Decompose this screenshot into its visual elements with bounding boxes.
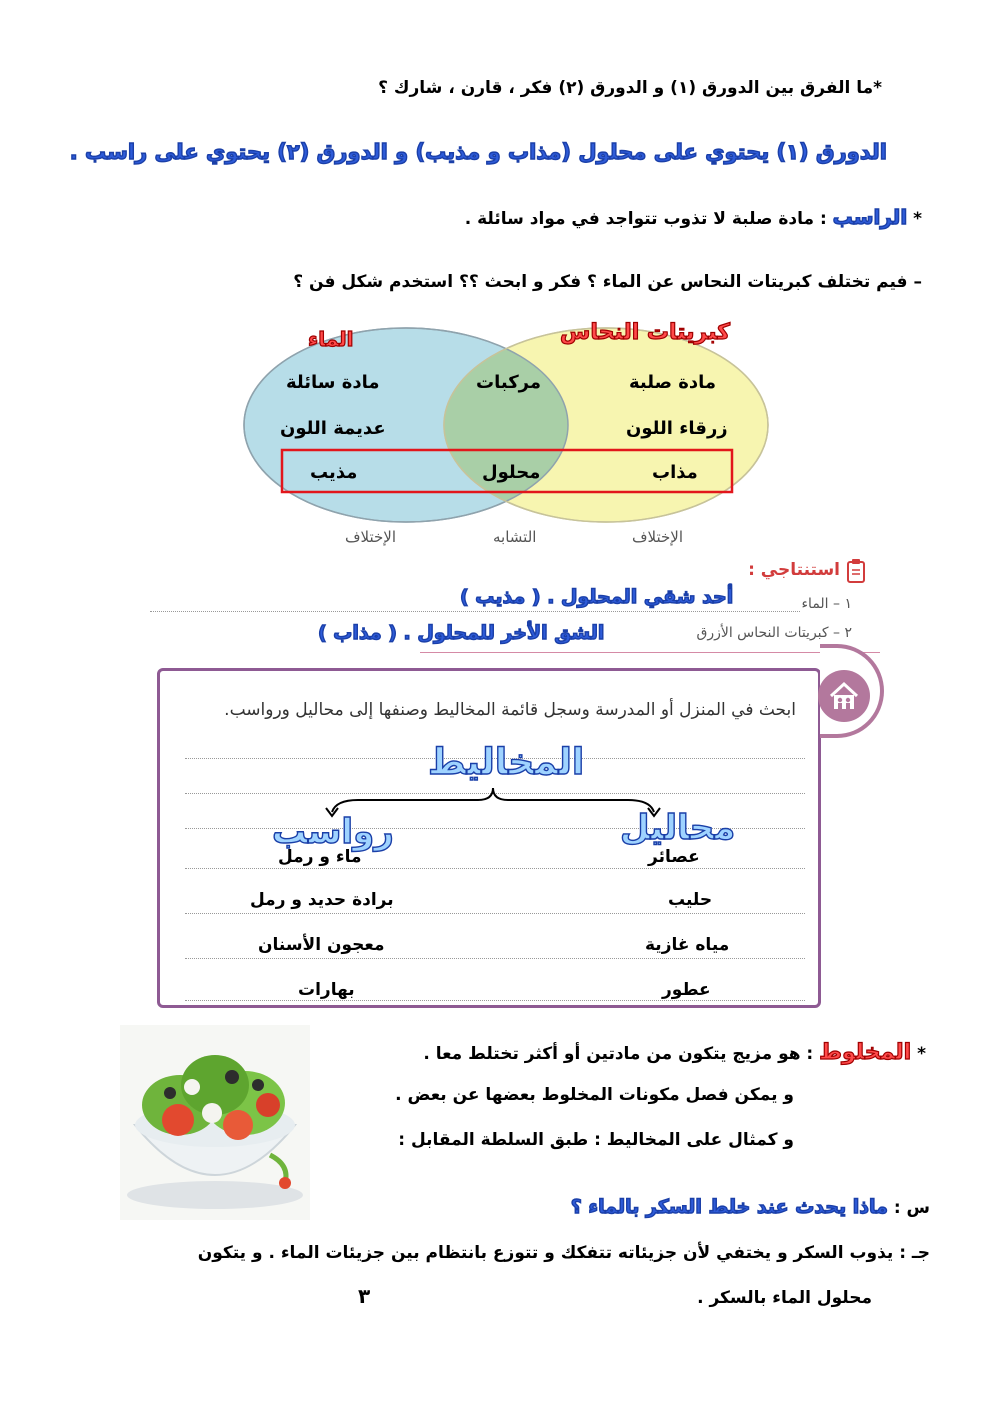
mixture-definition [423, 1040, 926, 1065]
clipboard-icon [846, 558, 868, 584]
page-number: ٣ [358, 1284, 371, 1308]
home-icon [818, 670, 870, 722]
venn-left-item-3: مذيب [310, 462, 358, 483]
salad-image [120, 1025, 310, 1220]
venn-footer-middle: التشابه [493, 528, 537, 546]
answer-prefix: جـ : [899, 1243, 930, 1263]
solution-item: حليب [668, 890, 713, 910]
venn-right-item-2: زرقاء اللون [626, 418, 728, 439]
solution-item: عصائر [648, 847, 700, 867]
solution-item: عطور [662, 980, 711, 1000]
question-venn: – فيم تختلف كبريتات النحاس عن الماء ؟ فكر و ابحث ؟؟ استخدم شكل فن ؟ [293, 272, 922, 292]
solutions-title: محاليل [620, 808, 736, 848]
precipitate-term: الراسب [832, 205, 908, 229]
bullet: * [917, 1044, 926, 1064]
venn-right-item-1: مادة صلبة [629, 372, 717, 393]
precipitate-item: بهارات [298, 980, 355, 1000]
venn-footer-left: الإختلاف [345, 528, 397, 546]
conclusion-line1-label: ١ – الماء [801, 596, 852, 612]
mixture-line1: : هو مزيج يتكون من مادتين أو أكثر تختلط معا . [423, 1044, 814, 1064]
activity-instruction: ابحث في المنزل أو المدرسة وسجل قائمة المخاليط وصنفها إلى محاليل ورواسب. [224, 700, 796, 720]
venn-footer-right: الإختلاف [632, 528, 684, 546]
sugar-answer-line1: جـ : يذوب السكر و يختفي لأن جزيئاته تتفكك و تتوزع بانتظام بين جزيئات الماء . و يتكون [197, 1243, 930, 1263]
sugar-question [571, 1196, 930, 1218]
conclusion-title: استنتاجي : [748, 560, 840, 580]
precipitate-text: : مادة صلبة لا تذوب تتواجد في مواد سائلة . [464, 209, 827, 229]
venn-left-title: الماء [308, 327, 354, 351]
precipitate-definition [465, 205, 922, 229]
conclusion-divider [420, 652, 880, 653]
solution-item: مياه غازية [645, 935, 730, 955]
mixture-line2: و يمكن فصل مكونات المخلوط بعضها عن بعض . [395, 1085, 794, 1105]
precipitate-item: ماء و رمل [278, 847, 362, 867]
home-badge [818, 670, 870, 722]
mixtures-heading: المخاليط [428, 742, 585, 783]
venn-right-title: كبريتات النحاس [560, 320, 730, 345]
precipitate-item: معجون الأسنان [258, 935, 385, 955]
venn-left-item-1: مادة سائلة [286, 372, 380, 393]
conclusion-line1-answer: أحد شقي المحلول . ( مذيب ) [460, 586, 734, 608]
conclusion-line2-label: ٢ – كبريتات النحاس الأزرق [696, 625, 852, 641]
question-flasks: *ما الفرق بين الدورق (١) و الدورق (٢) فكر ، قارن ، شارك ؟ [378, 78, 882, 98]
venn-middle-item-2: محلول [482, 462, 541, 483]
sugar-answer-line2: محلول الماء بالسكر . [697, 1288, 872, 1308]
venn-left-item-2: عديمة اللون [280, 418, 386, 439]
conclusion-line2-answer: الشق الأخر للمحلول . ( مذاب ) [318, 622, 605, 644]
venn-right-item-3: مذاب [652, 462, 698, 483]
question-prefix: س : [893, 1198, 930, 1218]
venn-middle-item-1: مركبات [476, 372, 542, 393]
mixture-term: المخلوط [819, 1040, 912, 1065]
precipitate-item: برادة حديد و رمل [250, 890, 394, 910]
mixture-line3: و كمثال على المخاليط : طبق السلطة المقابل : [398, 1130, 794, 1150]
answer-flasks: الدورق (١) يحتوي على محلول (مذاب و مذيب) و الدورق (٢) يحتوي على راسب . [69, 140, 887, 164]
conclusion-line1-dots [150, 611, 800, 612]
sugar-question-text: ماذا يحدث عند خلط السكر بالماء ؟ [570, 1196, 888, 1218]
precipitates-title: رواسب [272, 812, 394, 852]
bullet: * [913, 209, 922, 229]
